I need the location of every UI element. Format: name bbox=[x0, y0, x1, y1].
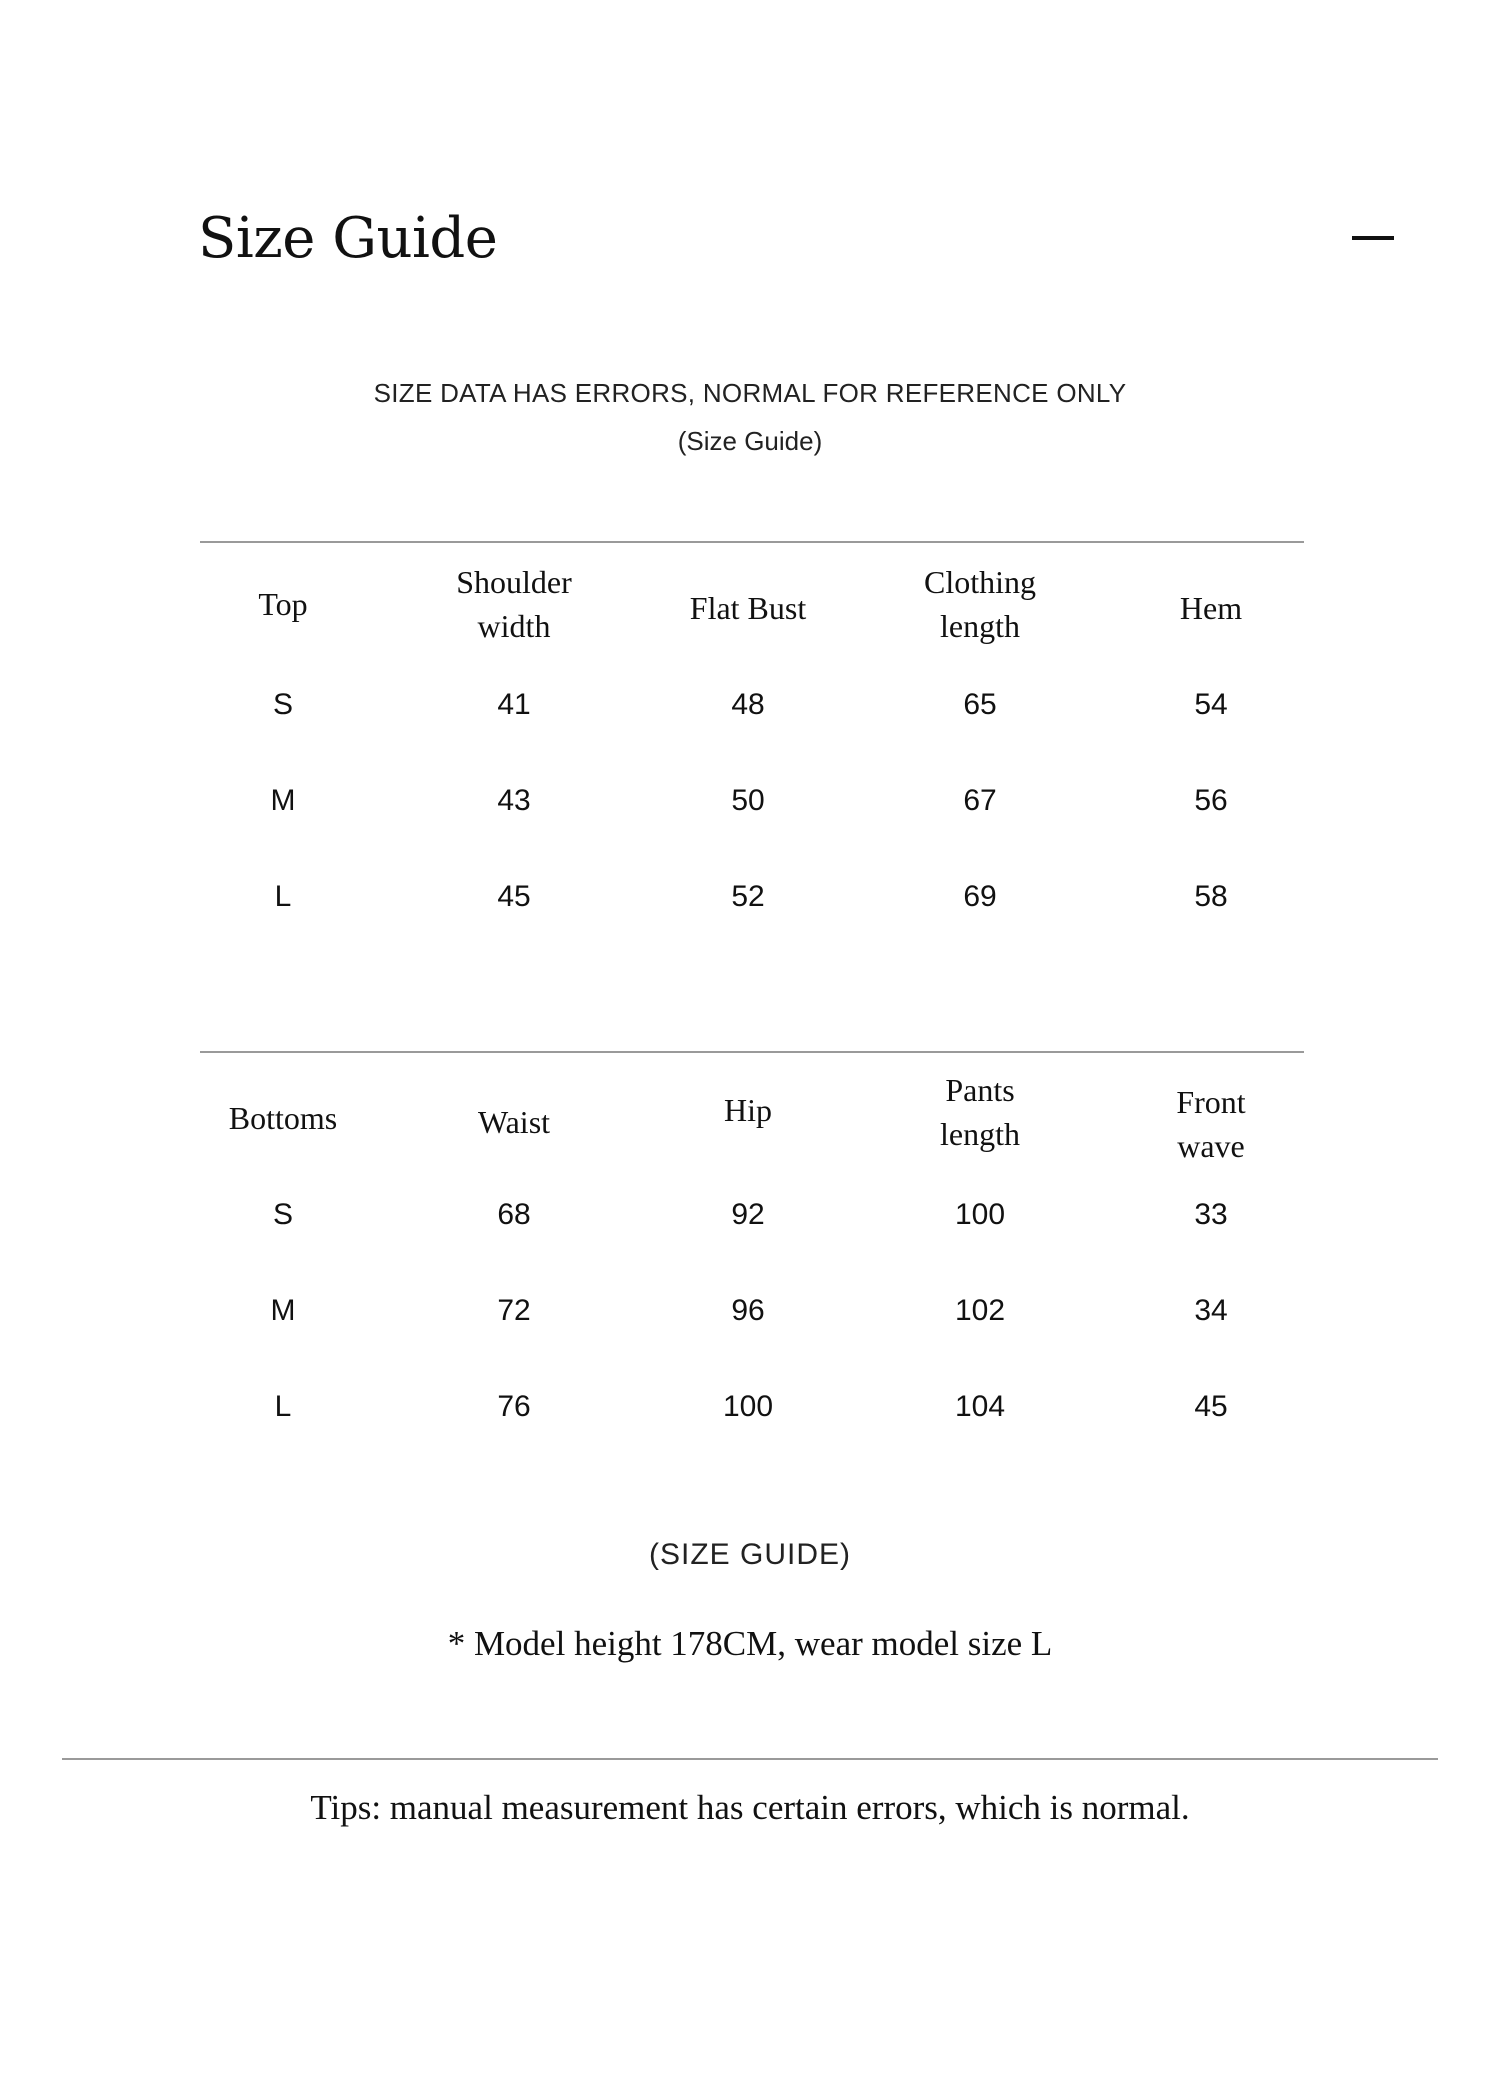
table-cell: 45 bbox=[497, 880, 531, 913]
size-guide-caption: (SIZE GUIDE) bbox=[648, 1538, 851, 1571]
size-guide-header bbox=[198, 196, 1410, 286]
table-row bbox=[200, 670, 1300, 766]
table-cell: 76 bbox=[497, 1390, 531, 1423]
table-cell: 56 bbox=[1194, 784, 1228, 817]
table-row bbox=[200, 766, 1300, 862]
table-cell: 68 bbox=[497, 1198, 531, 1231]
reference-notice: SIZE DATA HAS ERRORS, NORMAL FOR REFERENCE ONLY bbox=[373, 378, 1127, 408]
column-header: Flat Bust bbox=[689, 590, 807, 626]
table-cell: 43 bbox=[497, 784, 531, 817]
table-cell: 96 bbox=[731, 1294, 765, 1327]
top-size-table bbox=[200, 560, 1300, 958]
size-label: S bbox=[272, 1198, 293, 1231]
measurement-tips: Tips: manual measurement has certain errors, which is normal. bbox=[310, 1788, 1190, 1827]
table-row bbox=[200, 1180, 1300, 1276]
size-label: L bbox=[274, 880, 292, 913]
table-cell: 100 bbox=[954, 1198, 1006, 1231]
column-header bbox=[870, 560, 1090, 648]
table-header-row bbox=[200, 560, 1300, 670]
column-header bbox=[1101, 1080, 1321, 1168]
bottom-size-table bbox=[200, 1070, 1300, 1468]
model-note: * Model height 178CM, wear model size L bbox=[447, 1624, 1053, 1663]
notice-subtitle: (Size Guide) bbox=[677, 426, 823, 456]
table-cell: 48 bbox=[731, 688, 765, 721]
table-row bbox=[200, 1372, 1300, 1468]
header-line: Clothing bbox=[923, 564, 1036, 600]
size-label: M bbox=[270, 1294, 296, 1327]
table-cell: 100 bbox=[722, 1390, 774, 1423]
top-table-divider bbox=[200, 541, 1304, 543]
table-cell: 92 bbox=[731, 1198, 765, 1231]
header-line: length bbox=[940, 1116, 1020, 1152]
table-cell: 67 bbox=[963, 784, 997, 817]
table-cell: 58 bbox=[1194, 880, 1228, 913]
table-cell: 45 bbox=[1194, 1390, 1228, 1423]
table-cell: 34 bbox=[1194, 1294, 1228, 1327]
header-line: wave bbox=[1177, 1128, 1245, 1164]
table-cell: 72 bbox=[497, 1294, 531, 1327]
table-cell: 52 bbox=[731, 880, 765, 913]
header-line: Shoulder bbox=[456, 564, 572, 600]
table-cell: 104 bbox=[954, 1390, 1006, 1423]
minus-icon bbox=[1352, 236, 1394, 240]
table-cell: 54 bbox=[1194, 688, 1228, 721]
collapse-button[interactable] bbox=[1346, 212, 1400, 266]
bottom-table-divider bbox=[200, 1051, 1304, 1053]
header-line: Pants bbox=[945, 1072, 1015, 1108]
table-cell: 50 bbox=[731, 784, 765, 817]
column-header: Waist bbox=[477, 1104, 551, 1140]
table-cell: 69 bbox=[963, 880, 997, 913]
footer-divider bbox=[62, 1758, 1438, 1760]
page-title: Size Guide bbox=[198, 206, 498, 271]
table-row bbox=[200, 1276, 1300, 1372]
column-header bbox=[404, 560, 624, 648]
table-cell: 102 bbox=[954, 1294, 1006, 1327]
table-row bbox=[200, 862, 1300, 958]
column-header bbox=[870, 1068, 1090, 1156]
header-line: length bbox=[940, 608, 1020, 644]
column-header: Top bbox=[258, 586, 308, 622]
header-line: width bbox=[477, 608, 551, 644]
table-cell: 33 bbox=[1194, 1198, 1228, 1231]
table-cell: 65 bbox=[963, 688, 997, 721]
table-cell: 41 bbox=[497, 688, 531, 721]
column-header: Hem bbox=[1179, 590, 1243, 626]
size-label: S bbox=[272, 688, 293, 721]
size-label: L bbox=[274, 1390, 292, 1423]
column-header: Hip bbox=[724, 1092, 772, 1128]
column-header: Bottoms bbox=[228, 1100, 338, 1136]
header-line: Front bbox=[1176, 1084, 1246, 1120]
size-label: M bbox=[270, 784, 296, 817]
table-header-row bbox=[200, 1070, 1300, 1180]
